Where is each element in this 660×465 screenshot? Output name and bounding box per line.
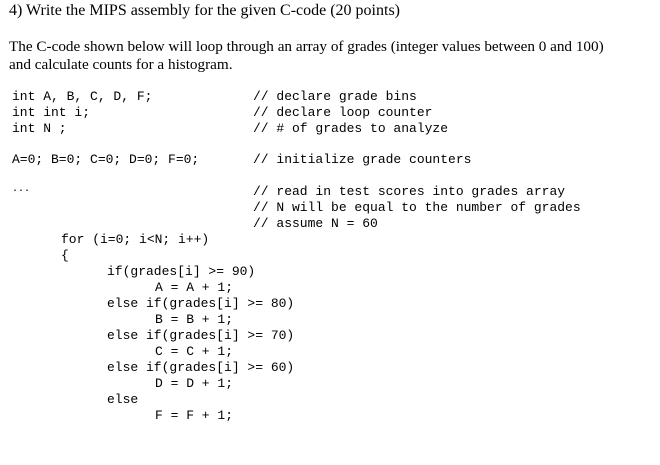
code-comment-2: // declare loop counter [253,105,433,120]
intro-line-1: The C-code shown below will loop through an array of grades (integer values between 0 and 100) [9,38,604,55]
code-if-b: else if(grades[i] >= 80) [107,296,295,311]
code-stmt-f: F = F + 1; [155,408,234,423]
code-comment-assume: // assume N = 60 [253,216,378,231]
code-open-brace: { [61,248,69,263]
code-decl-3: int N ; [12,121,67,136]
code-for-line: for (i=0; i<N; i++) [61,232,210,247]
code-comment-1: // declare grade bins [253,89,417,104]
code-decl-1: int A, B, C, D, F; [12,89,153,104]
code-stmt-c: C = C + 1; [155,344,234,359]
question-intro [9,38,654,74]
code-decl-2: int int i; [12,105,91,120]
code-comment-init: // initialize grade counters [253,152,472,167]
question-heading: 4) Write the MIPS assembly for the given C-code (20 points) [9,2,400,19]
code-init: A=0; B=0; C=0; D=0; F=0; [12,152,200,167]
code-if-c: else if(grades[i] >= 70) [107,328,295,343]
code-else: else [107,392,139,407]
code-comment-n: // N will be equal to the number of grades [253,200,581,215]
code-comment-read: // read in test scores into grades array [253,184,566,199]
code-if-d: else if(grades[i] >= 60) [107,360,295,375]
code-stmt-a: A = A + 1; [155,280,234,295]
code-stmt-d: D = D + 1; [155,376,234,391]
code-ellipsis: ... [12,184,31,195]
code-if-a: if(grades[i] >= 90) [107,264,256,279]
intro-line-2: and calculate counts for a histogram. [9,56,233,73]
code-stmt-b: B = B + 1; [155,312,234,327]
code-comment-3: // # of grades to analyze [253,121,449,136]
